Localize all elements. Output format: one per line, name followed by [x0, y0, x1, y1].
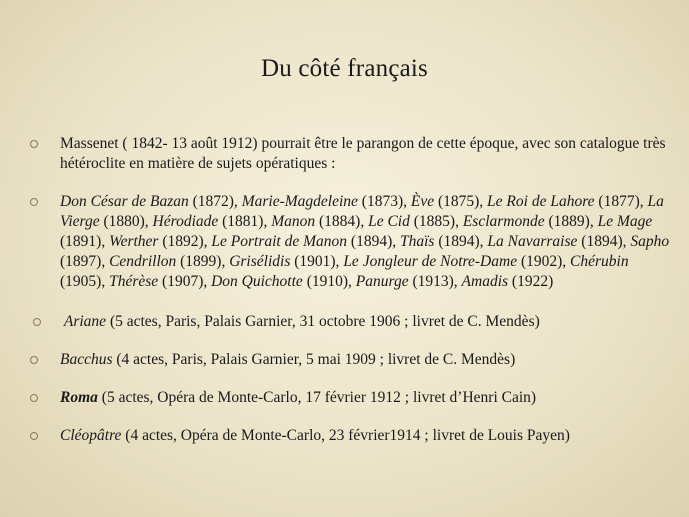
bullet-list	[30, 134, 670, 446]
opera-title: Grisélidis	[229, 253, 291, 270]
opera-title: Amadis	[461, 273, 509, 290]
opera-year: (1894),	[434, 233, 488, 250]
opera-title: Esclarmonde	[462, 213, 545, 230]
bullet-circle-icon	[30, 356, 38, 364]
opera-title: Werther	[109, 233, 159, 250]
opera-title: Marie-Magdeleine	[241, 193, 358, 210]
opera-year: (1891),	[60, 233, 110, 250]
opera-title: Panurge	[355, 273, 409, 290]
opera-year: (1907),	[158, 273, 212, 290]
opera-year: (1880),	[99, 213, 153, 230]
opera-year: (1899),	[176, 253, 230, 270]
bullet-circle-icon	[30, 432, 38, 440]
opera-title: Sapho	[630, 233, 670, 250]
opera-year: (1889),	[544, 213, 598, 230]
opera-title: Hérodiade	[152, 213, 219, 230]
opera-title: Le Roi de Lahore	[487, 193, 595, 210]
opera-year: (1884),	[315, 213, 369, 230]
opera-title: Le Mage	[597, 213, 653, 230]
opera-title: Chérubin	[570, 253, 629, 270]
opera-title: La Vierge	[60, 193, 664, 230]
bullet-bacchus	[30, 350, 670, 370]
bullet-circle-icon	[30, 140, 38, 148]
opera-title: Ariane	[63, 313, 107, 330]
opera-year: (1905),	[60, 273, 110, 290]
opera-title: Manon	[271, 213, 316, 230]
opera-year: (1897),	[60, 253, 110, 270]
opera-year: (1902),	[517, 253, 571, 270]
opera-title: Le Jongleur de Notre-Dame	[343, 253, 518, 270]
opera-year: (1901),	[290, 253, 344, 270]
opera-year: (1894),	[577, 233, 631, 250]
opera-details: (5 actes, Opéra de Monte-Carlo, 17 février 1912 ; livret d’Henri Cain)	[97, 389, 537, 406]
opera-year: (1881),	[218, 213, 272, 230]
bullet-massenet-intro	[30, 134, 670, 174]
bullet-text: Massenet ( 1842- 13 août 1912) pourrait être le parangon de cette époque, avec son catalogue très hétéroclite en matière de sujets opératiques :	[60, 135, 666, 172]
opera-year: (1894),	[347, 233, 400, 250]
opera-title: Don Quichotte	[211, 273, 303, 290]
bullet-cleopatre	[30, 426, 670, 446]
bullet-opera-catalogue	[30, 192, 670, 292]
opera-year: (1922)	[508, 273, 554, 290]
opera-list	[60, 193, 669, 290]
opera-year: (1885),	[409, 213, 463, 230]
bullet-circle-icon	[30, 394, 38, 402]
opera-title: La Navarraise	[487, 233, 578, 250]
opera-year: (1910),	[302, 273, 356, 290]
opera-year: (1913),	[408, 273, 462, 290]
bullet-ariane	[30, 312, 670, 332]
opera-details: (4 actes, Opéra de Monte-Carlo, 23 février1914 ; livret de Louis Payen)	[121, 427, 570, 444]
opera-year: (1877),	[594, 193, 648, 210]
opera-title: Thérèse	[109, 273, 159, 290]
opera-title: Le Cid	[368, 213, 410, 230]
opera-title: Thaïs	[399, 233, 435, 250]
opera-title: Cendrillon	[109, 253, 177, 270]
opera-title: Le Portrait de Manon	[211, 233, 348, 250]
opera-title: Cléopâtre	[60, 427, 122, 444]
opera-details: (5 actes, Paris, Palais Garnier, 31 octobre 1906 ; livret de C. Mendès)	[106, 313, 540, 330]
bullet-circle-icon	[33, 318, 41, 326]
opera-title: Bacchus	[60, 351, 113, 368]
slide-title: Du côté français	[260, 55, 428, 82]
opera-title: Ève	[410, 193, 435, 210]
opera-year: (1875),	[434, 193, 488, 210]
opera-year: (1872),	[188, 193, 242, 210]
opera-title: Don César de Bazan	[60, 193, 189, 210]
bullet-roma	[30, 388, 670, 408]
opera-year: (1892),	[158, 233, 212, 250]
opera-details: (4 actes, Paris, Palais Garnier, 5 mai 1909 ; livret de C. Mendès)	[112, 351, 516, 368]
bullet-circle-icon	[30, 198, 38, 206]
opera-year: (1873),	[357, 193, 411, 210]
opera-title: Roma	[60, 389, 98, 406]
